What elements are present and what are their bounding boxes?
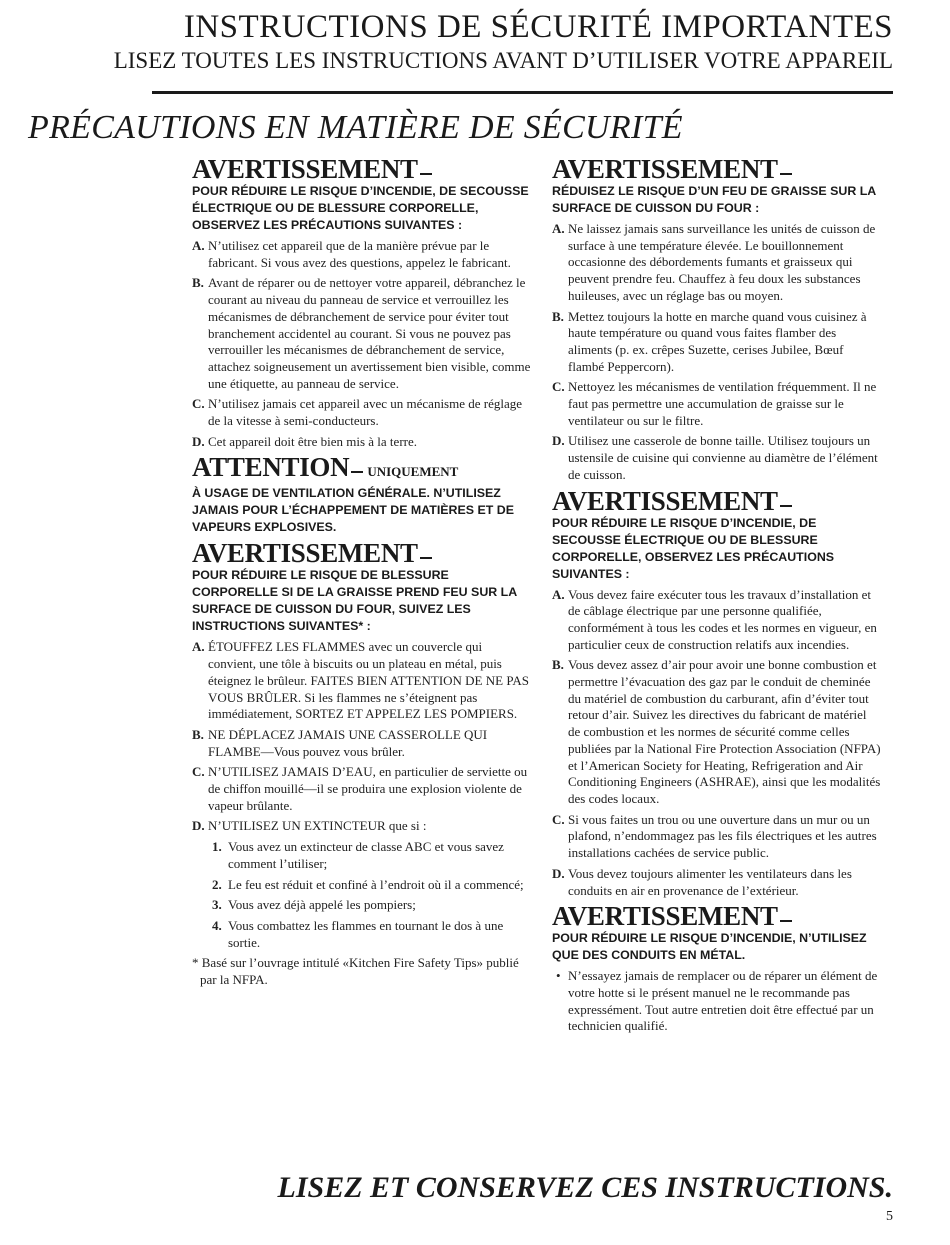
heading-dash [780,173,792,175]
item-label: 1. [212,839,222,855]
item-label: B. [552,657,564,673]
item-text: N’utilisez cet appareil que de la manière prévue par le fabricant. Si vous avez des questions, appelez le fabricant. [208,238,511,270]
item-text: Ne laissez jamais sans surveillance les unités de cuisson de surface à une température élevée. Le bouillonnement occasionne des débordements fumants et graisseux qui peuvent prendre feu. Chauffez à feu doux les substances huileuses, avec un réglage bas ou moyen. [568,221,876,303]
list-item [552,221,882,305]
warning-heading: AVERTISSEMENT [192,540,532,567]
attention-lead: À USAGE DE VENTILATION GÉNÉRALE. N’UTILISEZ JAMAIS POUR L’ÉCHAPPEMENT DE MATIÈRES ET DE VAPEURS EXPLOSIVES. [192,486,514,535]
heading-dash [420,173,432,175]
item-text: Vous avez déjà appelé les pompiers; [228,897,416,913]
warning-lead: RÉDUISEZ LE RISQUE D’UN FEU DE GRAISSE SUR LA SURFACE DE CUISSON DU FOUR : [552,184,876,215]
item-label: C. [192,764,205,780]
list-item [192,238,532,271]
item-text: Cet appareil doit être bien mis à la terre. [208,433,417,449]
item-text: Vous devez assez d’air pour avoir une bonne combustion et permettre l’évacuation des gaz par le conduit de cheminée du matériel de combustion du carburant, afin d’éviter tout retour d’air. Suivez les directives du fabricant de matériel de combustion et les normes de sécurité comme celles publiées par la National Fire Protection Association (NFPA) et l’American Society for Heating, Refrigeration and Air Conditioning Engineers (ASHRAE), ainsi que les modalités des codes locaux. [568,657,881,806]
attention-heading-suffix: UNIQUEMENT [367,464,459,480]
item-text: Mettez toujours la hotte en marche quand vous cuisinez à haute température ou quand vous faites flamber des aliments (p. ex. crêpes Suzette, cerises Jubilee, Bœuf flambé Peppercorn). [568,308,867,374]
sub-list-item [192,877,532,894]
item-text: N’essayez jamais de remplacer ou de réparer un élément de votre hotte si le présent manuel ne le recommande pas expressément. Tout autre entretien doit être effectué par un technicien qualifié. [568,968,878,1034]
item-label: C. [552,811,565,827]
item-text: N’utilisez jamais cet appareil avec un mécanisme de réglage de la vitesse à semi-conducteurs. [208,396,523,429]
item-text: Si vous faites un trou ou une ouverture dans un mur ou un plafond, n’endommagez pas les fils électriques et les autres installations cachées de service public. [568,811,877,861]
list-item [552,812,882,862]
attention-heading: ATTENTION UNIQUEMENT [192,452,459,483]
sub-list-item [192,918,532,951]
item-text: Le feu est réduit et confiné à l’endroit où il a commencé; [228,876,524,892]
closing-statement: LISEZ ET CONSERVEZ CES INSTRUCTIONS. [277,1171,893,1204]
item-text: N’UTILISEZ JAMAIS D’EAU, en particulier de serviette ou de chiffon mouillé—il se produira une explosion violente de vapeur brûlante. [208,764,528,813]
item-text: Nettoyez les mécanismes de ventilation fréquemment. Il ne faut pas permettre une accumulation de graisse sur le ventilateur ou sur le filtre. [568,379,877,428]
item-label: D. [192,433,205,449]
page-header-title: INSTRUCTIONS DE SÉCURITÉ IMPORTANTES [183,9,893,45]
warning-lead: POUR RÉDUIRE LE RISQUE D’INCENDIE, N’UTILISEZ QUE DES CONDUITS EN MÉTAL. [552,931,867,963]
item-text: Vous avez un extincteur de classe ABC et vous savez comment l’utiliser; [228,839,504,871]
item-label: 2. [212,876,222,892]
item-label: 4. [212,917,222,933]
item-label: A. [552,586,565,602]
item-label: A. [192,639,205,655]
heading-dash [420,557,432,559]
left-column [192,156,532,989]
warning-heading: AVERTISSEMENT [552,488,882,515]
item-text: NE DÉPLACEZ JAMAIS UNE CASSEROLLE QUI FLAMBE—Vous pouvez vous brûler. [208,726,488,759]
heading-dash [351,471,363,473]
item-text: Vous devez toujours alimenter les ventilateurs dans les conduits en air en provenance de l’extérieur. [568,865,852,898]
warning-heading: AVERTISSEMENT [192,156,532,183]
item-label: B. [192,726,204,742]
item-label: B. [192,275,204,291]
item-text: Avant de réparer ou de nettoyer votre appareil, débranchez le courant au niveau du panneau de service et verrouillez les mécanismes de débranchement de service pour éviter tout branchement accidentel au courant. Si vous ne pouvez pas verrouiller les mécanismes de débranchement de service, attachez soigneusement un avertissement bien visible, comme une étiquette, au panneau de service. [208,275,531,391]
item-text: Utilisez une casserole de bonne taille. Utilisez toujours un ustensile de cuisine qui convienne au diamètre de l’élément de cuisson. [568,433,878,482]
heading-dash [780,920,792,922]
heading-dash [780,505,792,507]
header-divider [152,91,893,94]
list-item [192,396,532,429]
list-item [192,727,532,760]
item-text: Vous combattez les flammes en tournant le dos à une sortie. [228,917,504,950]
footnote: * Basé sur l’ouvrage intitulé «Kitchen Fire Safety Tips» publié par la NFPA. [192,955,519,988]
warning-block-installation [552,485,882,900]
page-number: 5 [886,1209,893,1224]
warning-lead: POUR RÉDUIRE LE RISQUE DE BLESSURE CORPORELLE SI DE LA GRAISSE PREND FEU SUR LA SURFACE DE CUISSON DU FOUR, SUIVEZ LES INSTRUCTIONS SUIVANTES* : [192,568,517,634]
list-item [192,434,532,451]
item-label: C. [552,379,565,395]
sub-list-item [192,839,532,872]
list-item [552,866,882,899]
item-label: D. [552,433,565,449]
list-item [552,657,882,807]
right-column [552,156,882,1035]
item-label: B. [552,308,564,324]
warning-block-grease-surface [552,156,882,484]
warning-heading: AVERTISSEMENT [552,903,882,930]
page-header-subtitle: LISEZ TOUTES LES INSTRUCTIONS AVANT D’UTILISER VOTRE APPAREIL [113,48,893,73]
list-item [192,818,532,835]
attention-block [192,454,532,536]
list-item [552,433,882,483]
warning-block-metal-ducts [552,903,882,1035]
warning-block-grease-fire [192,540,532,988]
item-text: Vous devez faire exécuter tous les travaux d’installation et de câblage électrique par une personne qualifiée, conformément à tous les codes et les normes en vigueur, en particulier ceux de construction relatifs aux incendies. [568,586,877,652]
bullet-item [552,968,882,1035]
sub-list-item [192,897,532,914]
warning-heading: AVERTISSEMENT [552,156,882,183]
item-label: A. [192,238,205,253]
warning-block-electrical [192,156,532,450]
list-item [552,379,882,429]
warning-lead: POUR RÉDUIRE LE RISQUE D’INCENDIE, DE SECOUSSE ÉLECTRIQUE OU DE BLESSURE CORPORELLE, OBSERVEZ LES PRÉCAUTIONS SUIVANTES : [192,184,529,232]
list-item [192,275,532,392]
item-label: A. [552,221,565,236]
item-label: D. [552,865,565,881]
item-text: ÉTOUFFEZ LES FLAMMES avec un couvercle qui convient, une tôle à biscuits ou un plateau en métal, puis éteignez le brûleur. FAITES BIEN ATTENTION DE NE PAS VOUS BRÛLER. Si les flammes ne s’éteignent pas immédiatement, SORTEZ ET APPELEZ LES POMPIERS. [208,639,529,722]
warning-lead: POUR RÉDUIRE LE RISQUE D’INCENDIE, DE SECOUSSE ÉLECTRIQUE OU DE BLESSURE CORPORELLE, OBSERVEZ LES PRÉCAUTIONS SUIVANTES : [552,515,835,581]
item-text: N’UTILISEZ UN EXTINCTEUR que si : [208,818,427,834]
list-item [192,639,532,723]
bullet-icon: • [556,968,561,984]
section-title: PRÉCAUTIONS EN MATIÈRE DE SÉCURITÉ [28,109,683,146]
list-item [552,309,882,376]
item-label: 3. [212,897,222,913]
list-item [192,764,532,814]
item-label: D. [192,818,205,834]
list-item [552,587,882,654]
item-label: C. [192,396,205,412]
